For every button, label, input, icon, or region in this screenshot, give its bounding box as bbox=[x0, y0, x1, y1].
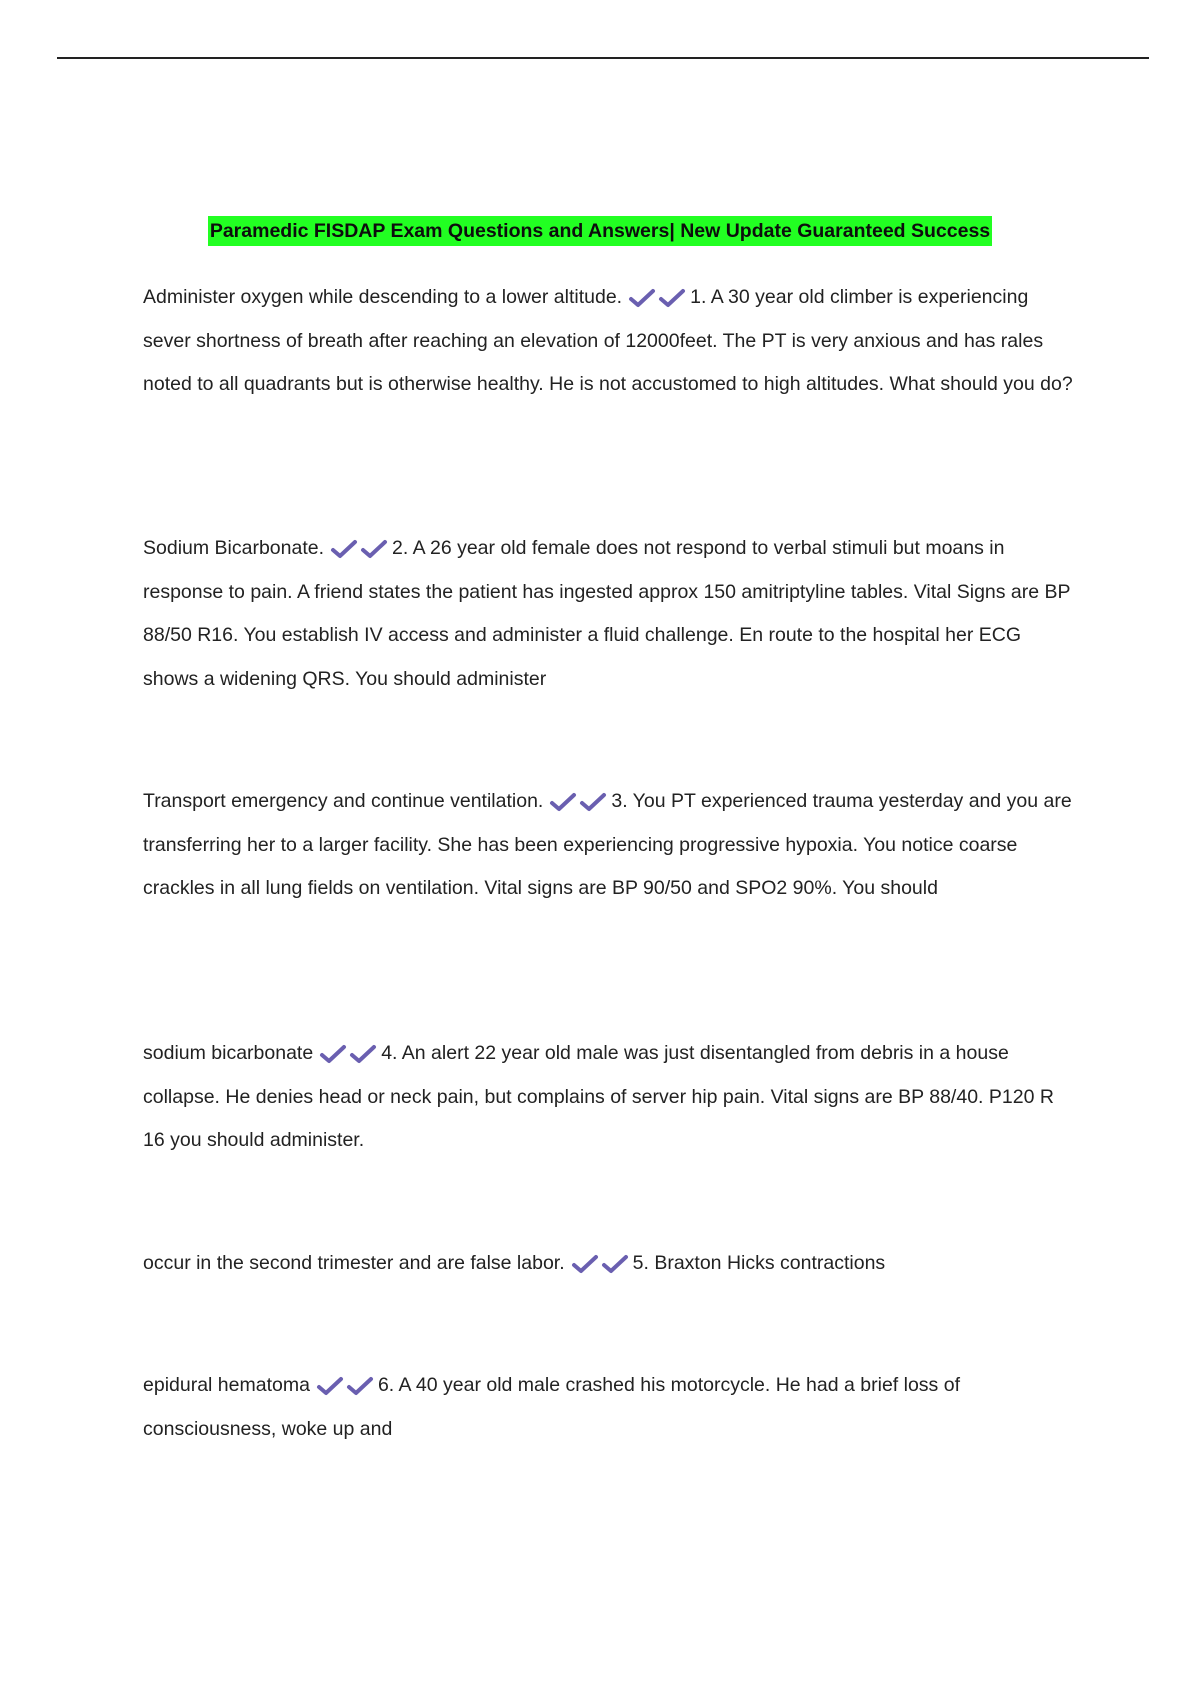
checkmark-icon bbox=[346, 1376, 374, 1396]
answer-text: Sodium Bicarbonate. bbox=[143, 537, 325, 559]
double-check-mark bbox=[319, 1032, 379, 1076]
double-check-mark bbox=[330, 527, 390, 571]
question-text: 4. An alert 22 year old male was just disentangled from debris in a house collapse. He denies head or neck pain, but complains of server hip pain. Vital signs are BP 88/40. P120 R 16 you should administer. bbox=[143, 1042, 1054, 1152]
checkmark-icon bbox=[601, 1254, 629, 1274]
answer-text: sodium bicarbonate bbox=[143, 1042, 314, 1064]
checkmark-icon bbox=[316, 1376, 344, 1396]
checkmark-icon bbox=[319, 1044, 347, 1064]
qa-item-1 bbox=[143, 276, 1073, 407]
qa-item-5 bbox=[143, 1242, 1073, 1286]
double-check-mark bbox=[316, 1364, 376, 1408]
double-check-mark bbox=[571, 1242, 631, 1286]
answer-text: occur in the second trimester and are false labor. bbox=[143, 1252, 565, 1274]
question-text: 1. A 30 year old climber is experiencing sever shortness of breath after reaching an elevation of 12000feet. The PT is very anxious and has rales noted to all quadrants but is otherwise healthy. He is not accustomed to high altitudes. What should you do? bbox=[143, 286, 1073, 396]
checkmark-icon bbox=[658, 288, 686, 308]
checkmark-icon bbox=[571, 1254, 599, 1274]
qa-item-4 bbox=[143, 1032, 1073, 1163]
qa-item-3 bbox=[143, 780, 1073, 911]
checkmark-icon bbox=[549, 792, 577, 812]
double-check-mark bbox=[549, 780, 609, 824]
question-text: 3. You PT experienced trauma yesterday and you are transferring her to a larger facility. She has been experiencing progressive hypoxia. You notice coarse crackles in all lung fields on ventilation. Vital signs are BP 90/50 and SPO2 90%. You should bbox=[143, 790, 1072, 900]
question-text: 5. Braxton Hicks contractions bbox=[632, 1252, 886, 1274]
answer-text: Administer oxygen while descending to a lower altitude. bbox=[143, 286, 623, 308]
checkmark-icon bbox=[349, 1044, 377, 1064]
checkmark-icon bbox=[330, 539, 358, 559]
title-block bbox=[0, 216, 1200, 246]
answer-text: Transport emergency and continue ventilation. bbox=[143, 790, 544, 812]
qa-item-6 bbox=[143, 1364, 1073, 1451]
header-rule bbox=[57, 57, 1149, 59]
question-text: 2. A 26 year old female does not respond to verbal stimuli but moans in response to pain. A friend states the patient has ingested approx 150 amitriptyline tables. Vital Signs are BP 88/50 R16. You establish IV access and administer a fluid challenge. En route to the hospital her ECG shows a widening QRS. You should administer bbox=[143, 537, 1071, 690]
checkmark-icon bbox=[360, 539, 388, 559]
question-text: 6. A 40 year old male crashed his motorcycle. He had a brief loss of consciousness, woke up and bbox=[143, 1374, 960, 1440]
checkmark-icon bbox=[628, 288, 656, 308]
answer-text: epidural hematoma bbox=[143, 1374, 310, 1396]
double-check-mark bbox=[628, 276, 688, 320]
qa-item-2 bbox=[143, 527, 1073, 701]
document-title: Paramedic FISDAP Exam Questions and Answers| New Update Guaranteed Success bbox=[208, 216, 992, 246]
checkmark-icon bbox=[579, 792, 607, 812]
